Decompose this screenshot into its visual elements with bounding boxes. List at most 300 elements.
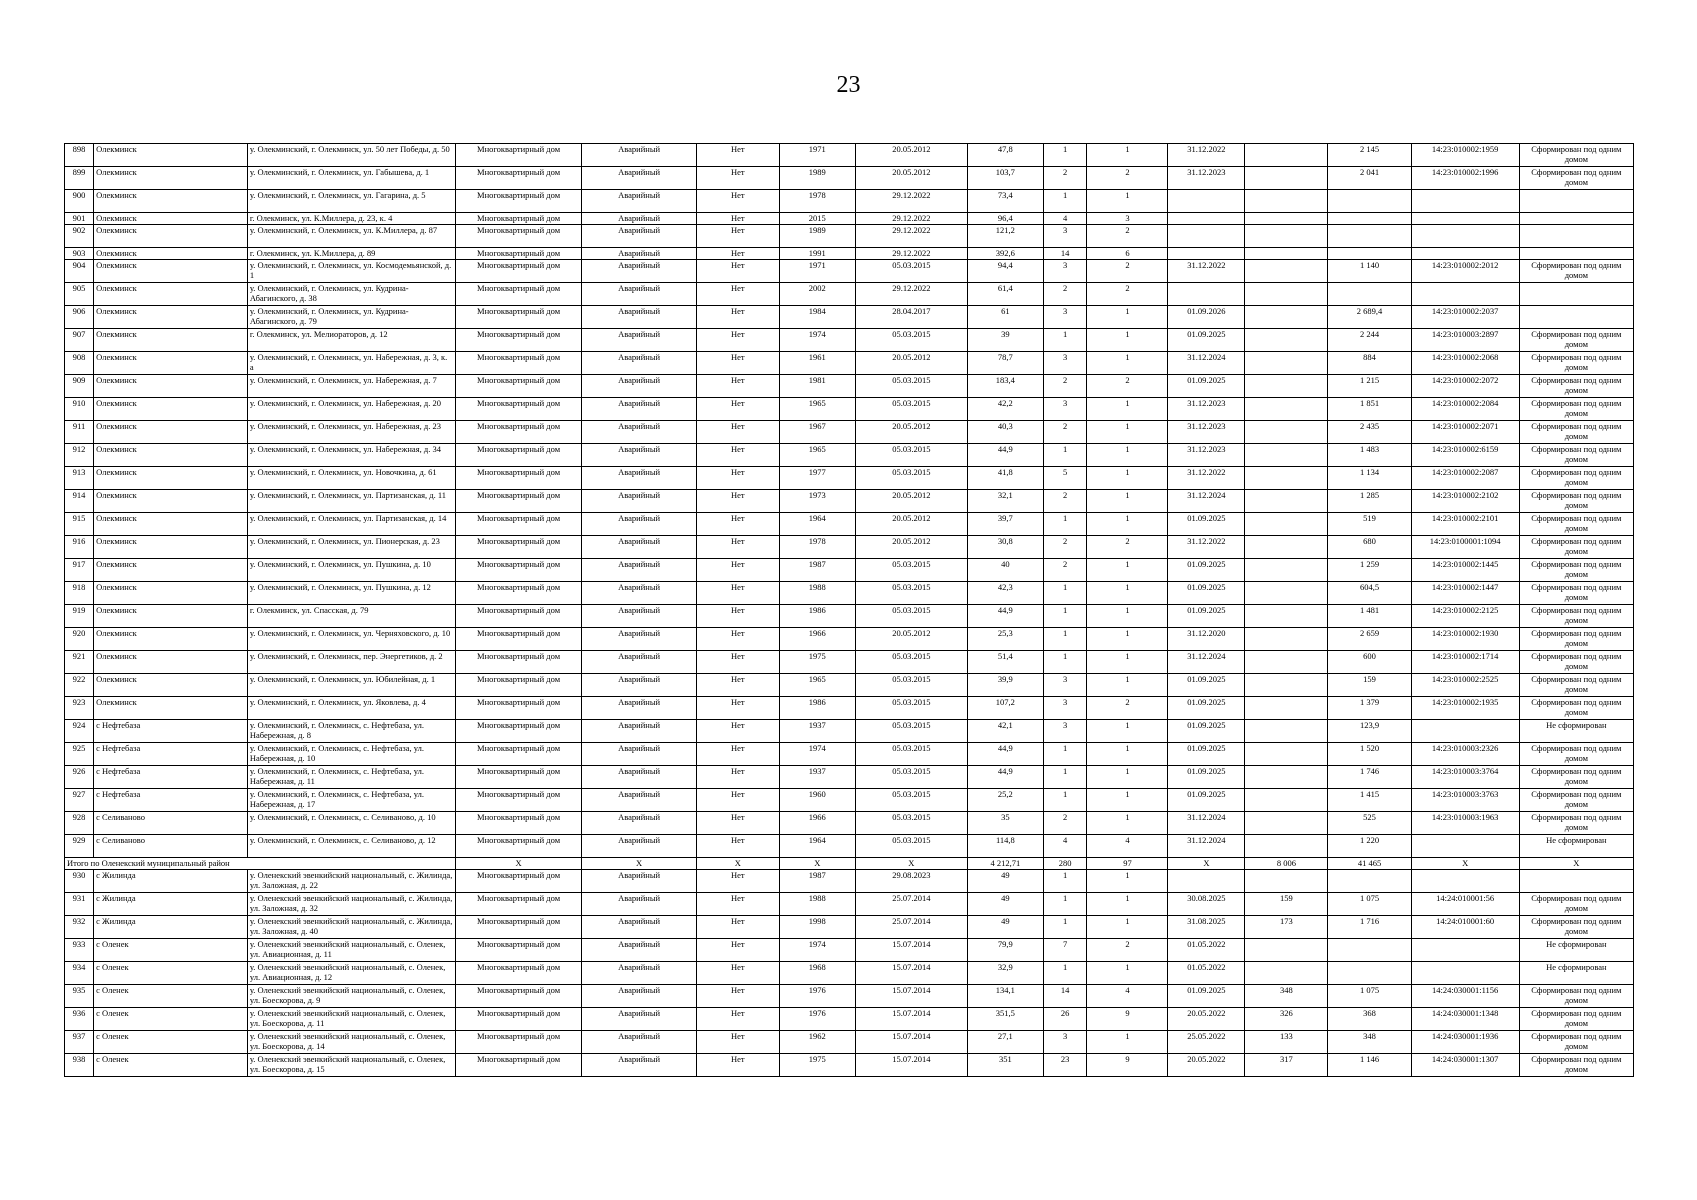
cell-recognition-date: 15.07.2014: [855, 1008, 967, 1031]
cell-object-type: Многоквартирный дом: [455, 1031, 582, 1054]
cell-land-plot-area: 1 220: [1328, 835, 1411, 858]
cell-residents: 1: [1043, 962, 1087, 985]
cell-settlement: Олекминск: [94, 651, 248, 674]
cell-residents: 1: [1043, 628, 1087, 651]
cell-build-year: 1966: [779, 628, 855, 651]
total-cell: X: [455, 858, 582, 870]
cell-condition: Аварийный: [582, 421, 696, 444]
cell-cadastral-number: [1411, 939, 1519, 962]
cell-settlement: с Нефтебаза: [94, 743, 248, 766]
cell-area: 392,6: [967, 248, 1043, 260]
cell-recognition-date: 29.12.2022: [855, 283, 967, 306]
cell-address: у. Оленекский эвенкийский национальный, с. Оленек, ул. Боескорова, д. 14: [247, 1031, 455, 1054]
table-row: [65, 306, 1634, 329]
cell-land-plot-area: 1 415: [1328, 789, 1411, 812]
cell-residents: 7: [1043, 939, 1087, 962]
cell-address: у. Олекминский, г. Олекминск, ул. Гагарина, д. 5: [247, 190, 455, 213]
cell-residents: 2: [1043, 421, 1087, 444]
cell-emergency-flag: Нет: [696, 513, 779, 536]
cell-area: 42,1: [967, 720, 1043, 743]
cell-recognition-date: 20.05.2012: [855, 628, 967, 651]
cell-recognition-date: 05.03.2015: [855, 812, 967, 835]
cell-cadastral-number: 14:23:010002:1935: [1411, 697, 1519, 720]
cell-area: 27,1: [967, 1031, 1043, 1054]
cell-cadastral-number: 14:23:010002:2125: [1411, 605, 1519, 628]
cell-address: у. Олекминский, г. Олекминск, с. Нефтебаза, ул. Набережная, д. 8: [247, 720, 455, 743]
cell-emergency-flag: Нет: [696, 144, 779, 167]
cell-cadastral-number: 14:23:010002:2071: [1411, 421, 1519, 444]
cell-object-type: Многоквартирный дом: [455, 444, 582, 467]
cell-address: у. Оленекский эвенкийский национальный, с. Жилинда, ул. Заложная, д. 32: [247, 893, 455, 916]
cell-recognition-date: 05.03.2015: [855, 582, 967, 605]
cell-row-number: 921: [65, 651, 94, 674]
cell-build-year: 1991: [779, 248, 855, 260]
cell-resettlement-date: 31.12.2022: [1168, 260, 1245, 283]
cell-row-number: 923: [65, 697, 94, 720]
cell-condition: Аварийный: [582, 513, 696, 536]
cell-row-number: 935: [65, 985, 94, 1008]
cell-land-area: [1245, 260, 1328, 283]
cell-land-plot-area: 2 435: [1328, 421, 1411, 444]
cell-emergency-flag: Нет: [696, 1054, 779, 1077]
cell-residents: 1: [1043, 329, 1087, 352]
cell-residents: 14: [1043, 248, 1087, 260]
cell-cadastral-number: 14:23:010002:2012: [1411, 260, 1519, 283]
table-row: [65, 375, 1634, 398]
table-row: [65, 467, 1634, 490]
cell-resettlement-date: 01.09.2025: [1168, 375, 1245, 398]
cell-recognition-date: 05.03.2015: [855, 766, 967, 789]
cell-land-status: Сформирован под одним домом: [1519, 766, 1633, 789]
cell-condition: Аварийный: [582, 916, 696, 939]
total-cell: X: [696, 858, 779, 870]
cell-land-area: [1245, 444, 1328, 467]
cell-row-number: 898: [65, 144, 94, 167]
cell-address: у. Олекминский, г. Олекминск, с. Нефтебаза, ул. Набережная, д. 17: [247, 789, 455, 812]
cell-land-status: Сформирован под одним домом: [1519, 916, 1633, 939]
cell-land-area: [1245, 167, 1328, 190]
cell-settlement: с Нефтебаза: [94, 789, 248, 812]
cell-object-type: Многоквартирный дом: [455, 398, 582, 421]
table-row: [65, 144, 1634, 167]
cell-row-number: 904: [65, 260, 94, 283]
cell-recognition-date: 05.03.2015: [855, 375, 967, 398]
cell-land-area: [1245, 697, 1328, 720]
cell-residents: 3: [1043, 225, 1087, 248]
cell-area: 73,4: [967, 190, 1043, 213]
cell-build-year: 1971: [779, 144, 855, 167]
table-row: [65, 962, 1634, 985]
cell-row-number: 927: [65, 789, 94, 812]
table-row: [65, 190, 1634, 213]
cell-condition: Аварийный: [582, 306, 696, 329]
cell-area: 39,7: [967, 513, 1043, 536]
cell-land-status: [1519, 306, 1633, 329]
cell-address: у. Олекминский, г. Олекминск, ул. Пушкина, д. 12: [247, 582, 455, 605]
cell-apartments: 1: [1087, 190, 1168, 213]
cell-row-number: 929: [65, 835, 94, 858]
cell-recognition-date: 05.03.2015: [855, 559, 967, 582]
cell-condition: Аварийный: [582, 720, 696, 743]
cell-object-type: Многоквартирный дом: [455, 1054, 582, 1077]
cell-land-plot-area: 604,5: [1328, 582, 1411, 605]
cell-recognition-date: 25.07.2014: [855, 893, 967, 916]
cell-apartments: 1: [1087, 421, 1168, 444]
cell-emergency-flag: Нет: [696, 812, 779, 835]
cell-address: у. Олекминский, г. Олекминск, пер. Энергетиков, д. 2: [247, 651, 455, 674]
cell-settlement: с Оленек: [94, 1008, 248, 1031]
cell-emergency-flag: Нет: [696, 628, 779, 651]
cell-resettlement-date: 30.08.2025: [1168, 893, 1245, 916]
cell-condition: Аварийный: [582, 283, 696, 306]
cell-build-year: 1974: [779, 329, 855, 352]
cell-resettlement-date: 31.08.2025: [1168, 916, 1245, 939]
cell-settlement: Олекминск: [94, 421, 248, 444]
cell-land-plot-area: 348: [1328, 1031, 1411, 1054]
cell-settlement: Олекминск: [94, 513, 248, 536]
cell-land-status: Сформирован под одним домом: [1519, 421, 1633, 444]
cell-cadastral-number: 14:23:010002:2072: [1411, 375, 1519, 398]
cell-settlement: Олекминск: [94, 444, 248, 467]
cell-condition: Аварийный: [582, 490, 696, 513]
cell-apartments: 3: [1087, 213, 1168, 225]
cell-apartments: 1: [1087, 605, 1168, 628]
cell-recognition-date: 15.07.2014: [855, 962, 967, 985]
cell-residents: 3: [1043, 1031, 1087, 1054]
cell-cadastral-number: [1411, 225, 1519, 248]
cell-emergency-flag: Нет: [696, 283, 779, 306]
cell-resettlement-date: 31.12.2024: [1168, 835, 1245, 858]
cell-cadastral-number: 14:23:010002:2101: [1411, 513, 1519, 536]
cell-area: 47,8: [967, 144, 1043, 167]
cell-build-year: 1976: [779, 985, 855, 1008]
cell-residents: 3: [1043, 352, 1087, 375]
table-row: [65, 444, 1634, 467]
cell-residents: 1: [1043, 582, 1087, 605]
cell-build-year: 1989: [779, 225, 855, 248]
cell-cadastral-number: [1411, 720, 1519, 743]
cell-settlement: Олекминск: [94, 260, 248, 283]
cell-land-status: Сформирован под одним домом: [1519, 893, 1633, 916]
cell-emergency-flag: Нет: [696, 398, 779, 421]
cell-address: у. Оленекский эвенкийский национальный, с. Жилинда, ул. Заложная, д. 40: [247, 916, 455, 939]
cell-apartments: 1: [1087, 398, 1168, 421]
cell-area: 41,8: [967, 467, 1043, 490]
table-row: [65, 213, 1634, 225]
cell-object-type: Многоквартирный дом: [455, 225, 582, 248]
cell-resettlement-date: 31.12.2022: [1168, 144, 1245, 167]
cell-apartments: 1: [1087, 329, 1168, 352]
cell-condition: Аварийный: [582, 536, 696, 559]
cell-residents: 3: [1043, 260, 1087, 283]
cell-area: 39,9: [967, 674, 1043, 697]
cell-land-status: Сформирован под одним домом: [1519, 582, 1633, 605]
cell-build-year: 1965: [779, 444, 855, 467]
cell-emergency-flag: Нет: [696, 306, 779, 329]
cell-recognition-date: 20.05.2012: [855, 421, 967, 444]
cell-emergency-flag: Нет: [696, 490, 779, 513]
cell-land-status: Сформирован под одним домом: [1519, 375, 1633, 398]
cell-area: 44,9: [967, 444, 1043, 467]
total-cell: X: [779, 858, 855, 870]
cell-condition: Аварийный: [582, 697, 696, 720]
cell-land-area: [1245, 283, 1328, 306]
cell-object-type: Многоквартирный дом: [455, 628, 582, 651]
cell-apartments: 1: [1087, 766, 1168, 789]
cell-settlement: с Нефтебаза: [94, 720, 248, 743]
cell-address: у. Оленекский эвенкийский национальный, с. Оленек, ул. Авиационная, д. 11: [247, 939, 455, 962]
cell-cadastral-number: 14:23:010002:1996: [1411, 167, 1519, 190]
cell-settlement: Олекминск: [94, 167, 248, 190]
cell-settlement: с Жилинда: [94, 916, 248, 939]
cell-address: у. Олекминский, г. Олекминск, ул. Юбилейная, д. 1: [247, 674, 455, 697]
cell-condition: Аварийный: [582, 582, 696, 605]
cell-residents: 3: [1043, 697, 1087, 720]
table-row: [65, 789, 1634, 812]
cell-land-plot-area: [1328, 248, 1411, 260]
cell-emergency-flag: Нет: [696, 674, 779, 697]
cell-address: у. Олекминский, г. Олекминск, ул. Черняховского, д. 10: [247, 628, 455, 651]
cell-area: 32,1: [967, 490, 1043, 513]
cell-apartments: 1: [1087, 651, 1168, 674]
cell-area: 32,9: [967, 962, 1043, 985]
cell-emergency-flag: Нет: [696, 559, 779, 582]
cell-area: 44,9: [967, 743, 1043, 766]
cell-build-year: 1978: [779, 536, 855, 559]
cell-build-year: 1964: [779, 513, 855, 536]
cell-apartments: 1: [1087, 812, 1168, 835]
cell-address: у. Олекминский, г. Олекминск, ул. Новочкина, д. 61: [247, 467, 455, 490]
cell-row-number: 902: [65, 225, 94, 248]
cell-land-status: [1519, 283, 1633, 306]
cell-address: г. Олекминск, ул. Спасская, д. 79: [247, 605, 455, 628]
cell-land-plot-area: 1 481: [1328, 605, 1411, 628]
total-cell: 41 465: [1328, 858, 1411, 870]
cell-land-area: 326: [1245, 1008, 1328, 1031]
cell-residents: 3: [1043, 720, 1087, 743]
cell-land-plot-area: 1 075: [1328, 985, 1411, 1008]
cell-settlement: Олекминск: [94, 144, 248, 167]
cell-land-area: [1245, 213, 1328, 225]
cell-residents: 4: [1043, 213, 1087, 225]
cell-resettlement-date: 01.09.2025: [1168, 789, 1245, 812]
table-row: [65, 743, 1634, 766]
cell-object-type: Многоквартирный дом: [455, 962, 582, 985]
cell-emergency-flag: Нет: [696, 167, 779, 190]
cell-cadastral-number: 14:24:030001:1307: [1411, 1054, 1519, 1077]
cell-cadastral-number: 14:23:010002:2037: [1411, 306, 1519, 329]
cell-settlement: Олекминск: [94, 225, 248, 248]
cell-build-year: 1966: [779, 812, 855, 835]
cell-build-year: 1988: [779, 893, 855, 916]
cell-object-type: Многоквартирный дом: [455, 985, 582, 1008]
cell-object-type: Многоквартирный дом: [455, 743, 582, 766]
cell-object-type: Многоквартирный дом: [455, 213, 582, 225]
cell-residents: 26: [1043, 1008, 1087, 1031]
cell-area: 44,9: [967, 766, 1043, 789]
cell-residents: 1: [1043, 789, 1087, 812]
cell-emergency-flag: Нет: [696, 375, 779, 398]
cell-resettlement-date: 31.12.2024: [1168, 352, 1245, 375]
cell-cadastral-number: 14:23:010002:2087: [1411, 467, 1519, 490]
cell-cadastral-number: [1411, 870, 1519, 893]
cell-build-year: 1975: [779, 651, 855, 674]
cell-recognition-date: 20.05.2012: [855, 536, 967, 559]
cell-residents: 1: [1043, 893, 1087, 916]
total-cell: 8 006: [1245, 858, 1328, 870]
cell-resettlement-date: [1168, 248, 1245, 260]
cell-object-type: Многоквартирный дом: [455, 559, 582, 582]
cell-land-plot-area: 1 746: [1328, 766, 1411, 789]
cell-build-year: 1975: [779, 1054, 855, 1077]
cell-area: 61: [967, 306, 1043, 329]
cell-cadastral-number: 14:23:010002:2068: [1411, 352, 1519, 375]
cell-cadastral-number: 14:23:010003:2326: [1411, 743, 1519, 766]
cell-recognition-date: 15.07.2014: [855, 1054, 967, 1077]
cell-address: у. Оленекский эвенкийский национальный, с. Жилинда, ул. Заложная, д. 22: [247, 870, 455, 893]
cell-object-type: Многоквартирный дом: [455, 766, 582, 789]
cell-recognition-date: 25.07.2014: [855, 916, 967, 939]
table-row: [65, 398, 1634, 421]
cell-row-number: 932: [65, 916, 94, 939]
cell-row-number: 906: [65, 306, 94, 329]
cell-build-year: 1968: [779, 962, 855, 985]
cell-condition: Аварийный: [582, 628, 696, 651]
cell-land-area: [1245, 651, 1328, 674]
cell-apartments: 1: [1087, 743, 1168, 766]
table-row: [65, 766, 1634, 789]
cell-settlement: с Нефтебаза: [94, 766, 248, 789]
cell-build-year: 1961: [779, 352, 855, 375]
cell-cadastral-number: [1411, 213, 1519, 225]
cell-land-plot-area: 1 259: [1328, 559, 1411, 582]
cell-land-area: 133: [1245, 1031, 1328, 1054]
cell-resettlement-date: 01.09.2025: [1168, 720, 1245, 743]
cell-build-year: 1937: [779, 766, 855, 789]
cell-land-plot-area: 884: [1328, 352, 1411, 375]
cell-recognition-date: 05.03.2015: [855, 789, 967, 812]
cell-settlement: с Оленек: [94, 985, 248, 1008]
cell-row-number: 915: [65, 513, 94, 536]
cell-object-type: Многоквартирный дом: [455, 939, 582, 962]
cell-condition: Аварийный: [582, 962, 696, 985]
cell-land-area: [1245, 190, 1328, 213]
cell-residents: 1: [1043, 444, 1087, 467]
table-row: [65, 225, 1634, 248]
cell-condition: Аварийный: [582, 1031, 696, 1054]
cell-land-status: Сформирован под одним домом: [1519, 789, 1633, 812]
cell-emergency-flag: Нет: [696, 190, 779, 213]
table-row: [65, 536, 1634, 559]
cell-resettlement-date: 01.09.2025: [1168, 605, 1245, 628]
cell-settlement: Олекминск: [94, 467, 248, 490]
cell-build-year: 1987: [779, 559, 855, 582]
cell-apartments: 1: [1087, 513, 1168, 536]
cell-cadastral-number: 14:24:010001:56: [1411, 893, 1519, 916]
cell-recognition-date: 28.04.2017: [855, 306, 967, 329]
cell-object-type: Многоквартирный дом: [455, 352, 582, 375]
cell-apartments: 6: [1087, 248, 1168, 260]
cell-land-plot-area: 680: [1328, 536, 1411, 559]
cell-build-year: 1960: [779, 789, 855, 812]
cell-area: 44,9: [967, 605, 1043, 628]
cell-land-status: Сформирован под одним домом: [1519, 144, 1633, 167]
cell-recognition-date: 15.07.2014: [855, 985, 967, 1008]
cell-apartments: 1: [1087, 582, 1168, 605]
table-row: [65, 835, 1634, 858]
cell-settlement: с Оленек: [94, 939, 248, 962]
cell-address: г. Олекминск, ул. К.Миллера, д. 89: [247, 248, 455, 260]
cell-land-status: Не сформирован: [1519, 720, 1633, 743]
cell-land-status: [1519, 190, 1633, 213]
total-cell: 4 212,71: [967, 858, 1043, 870]
cell-cadastral-number: 14:24:030001:1348: [1411, 1008, 1519, 1031]
cell-area: 25,2: [967, 789, 1043, 812]
total-row: [65, 858, 1634, 870]
table-row: [65, 283, 1634, 306]
cell-build-year: 1978: [779, 190, 855, 213]
cell-object-type: Многоквартирный дом: [455, 306, 582, 329]
cell-area: 61,4: [967, 283, 1043, 306]
cell-residents: 1: [1043, 513, 1087, 536]
cell-build-year: 2015: [779, 213, 855, 225]
cell-land-area: 159: [1245, 893, 1328, 916]
cell-emergency-flag: Нет: [696, 536, 779, 559]
cell-recognition-date: 29.12.2022: [855, 190, 967, 213]
cell-build-year: 1987: [779, 870, 855, 893]
cell-residents: 1: [1043, 766, 1087, 789]
cell-apartments: 1: [1087, 789, 1168, 812]
cell-cadastral-number: 14:24:030001:1156: [1411, 985, 1519, 1008]
cell-land-status: [1519, 225, 1633, 248]
cell-emergency-flag: Нет: [696, 651, 779, 674]
cell-emergency-flag: Нет: [696, 225, 779, 248]
cell-land-status: Сформирован под одним домом: [1519, 167, 1633, 190]
cell-area: 42,2: [967, 398, 1043, 421]
cell-row-number: 937: [65, 1031, 94, 1054]
cell-object-type: Многоквартирный дом: [455, 605, 582, 628]
cell-row-number: 899: [65, 167, 94, 190]
cell-object-type: Многоквартирный дом: [455, 697, 582, 720]
cell-area: 183,4: [967, 375, 1043, 398]
cell-build-year: 1971: [779, 260, 855, 283]
cell-condition: Аварийный: [582, 985, 696, 1008]
cell-address: у. Олекминский, г. Олекминск, ул. Пушкина, д. 10: [247, 559, 455, 582]
cell-land-area: [1245, 421, 1328, 444]
cell-settlement: Олекминск: [94, 697, 248, 720]
cell-land-status: Сформирован под одним домом: [1519, 605, 1633, 628]
cell-emergency-flag: Нет: [696, 582, 779, 605]
cell-emergency-flag: Нет: [696, 962, 779, 985]
cell-residents: 1: [1043, 916, 1087, 939]
cell-emergency-flag: Нет: [696, 444, 779, 467]
cell-emergency-flag: Нет: [696, 870, 779, 893]
cell-cadastral-number: 14:23:010003:1963: [1411, 812, 1519, 835]
cell-land-plot-area: 1 146: [1328, 1054, 1411, 1077]
cell-object-type: Многоквартирный дом: [455, 375, 582, 398]
cell-land-status: Сформирован под одним домом: [1519, 444, 1633, 467]
cell-land-plot-area: 2 145: [1328, 144, 1411, 167]
cell-build-year: 1974: [779, 743, 855, 766]
cell-row-number: 924: [65, 720, 94, 743]
cell-object-type: Многоквартирный дом: [455, 916, 582, 939]
cell-build-year: 1977: [779, 467, 855, 490]
cell-resettlement-date: 01.05.2022: [1168, 962, 1245, 985]
table-row: [65, 605, 1634, 628]
cell-object-type: Многоквартирный дом: [455, 536, 582, 559]
cell-apartments: 2: [1087, 697, 1168, 720]
cell-build-year: 1989: [779, 167, 855, 190]
